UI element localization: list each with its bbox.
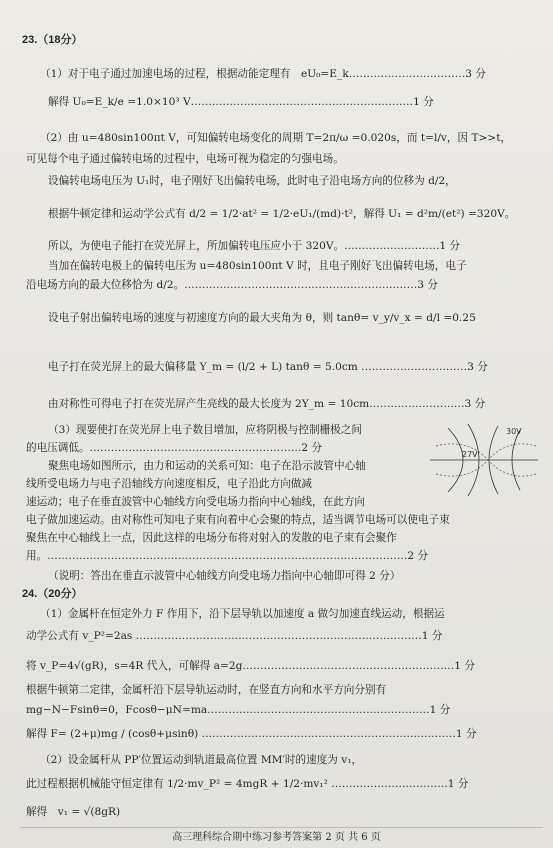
q24-header: 24.（20分） [22, 588, 83, 600]
page-footer: 高三理科综合期中练习参考答案第 2 页 共 6 页 [172, 832, 381, 843]
q24-p1-line1: （1）金属杆在恒定外力 F 作用下，沿下层导轨以加速度 a 做匀加速直线运动，根据运 [40, 608, 445, 620]
q23-p3-line4: 线所受电场力与电子沿轴线方向速度相反，电子沿此方向做减 [26, 478, 313, 490]
q23-p3-line3: 聚焦电场如图所示，由力和运动的关系可知：电子在沿示波管中心轴 [48, 460, 366, 472]
q23-p1-line1: （1）对于电子通过加速电场的过程，根据动能定理有 eU₀=E_k……………………………3 分 [40, 68, 486, 80]
q23-header: 23.（18分） [22, 34, 83, 46]
q23-p3-line8: 用。…………………………………………………………………………………………2 分 [26, 550, 429, 562]
q23-p2-line8: 设电子射出偏转电场的速度与初速度方向的最大夹角为 θ，则 tanθ= v_y/v_x = d/l =0.25 [48, 312, 476, 324]
q23-p2-line5: 所以，为使电子能打在荧光屏上，所加偏转电压应小于 320V。………………………1 分 [48, 240, 461, 252]
q23-p3-line6: 电子做加速运动。由对称性可知电子束有向着中心会聚的特点，适当调节电场可以使电子束 [26, 514, 450, 526]
figure-label-30v: 30V [506, 427, 522, 436]
q23-p2-line10: 由对称性可得电子打在荧光屏产生亮线的最大长度为 2Y_m = 10cm………………………3 分 [48, 398, 486, 410]
q23-p2-line2: 可见每个电子通过偏转电场的过程中，电场可视为稳定的匀强电场。 [26, 153, 344, 165]
q24-p1-line4: 根据牛顿第二定律，金属杆沿下层导轨运动时，在竖直方向和水平方向分别有 [26, 684, 387, 696]
q23-p3-line5: 速运动；电子在垂直波管中心轴线方向受电场力指向中心轴线，在此方向 [26, 496, 365, 508]
q23-p3-line2: 的电压调低。……………………………………………………2 分 [26, 442, 323, 454]
q23-p2-line6: 当加在偏转电极上的偏转电压为 u=480sin100πt V 时，且电子刚好飞出偏转电场，电子 [48, 260, 467, 272]
q24-p2-line1: （2）设金属杆从 PP′位置运动到轨道最高位置 MM′时的速度为 v₁， [40, 754, 363, 766]
q23-p1-line2: 解得 U₀=E_k/e =1.0×10³ V………………………………………………………1 分 [48, 96, 434, 108]
q23-p2-line9: 电子打在荧光屏上的最大偏移量 Y_m = (l/2 + L) tanθ = 5.0cm …………………………3 分 [48, 361, 488, 373]
q23-p2-line1: （2）由 u=480sin100πt V，可知偏转电场变化的周期 T=2π/ω =0.020s，而 t=l/v，因 T>>t， [40, 132, 512, 144]
q24-p2-line2: 此过程根据机械能守恒定律有 1/2·mv_P² = 4mgR + 1/2·mv₁² ……………………………1 分 [26, 778, 469, 790]
q24-p1-line6: 解得 F= (2+μ)mg / (cosθ+μsinθ) ………………………………………………………………1 分 [26, 728, 477, 740]
figure-label-27v: 27V [462, 450, 478, 459]
q23-p2-line4: 根据牛顿定律和运动学公式有 d/2 = 1/2·at² = 1/2·eU₁/(md)·t²，解得 U₁ = d²m/(et²) =320V。 [48, 208, 516, 220]
q24-p1-line3: 将 v_P=4√(gR)，s=4R 代入，可解得 a=2g……………………………………………………1 分 [26, 660, 475, 672]
q23-p3-line7: 聚焦在中心轴线上一点，因此这样的电场分布将对射入的发散的电子束有会聚作 [26, 532, 397, 544]
q23-p2-line3: 设偏转电场电压为 U₁时，电子刚好飞出偏转电场，此时电子沿电场方向的位移为 d/2， [48, 175, 456, 187]
q23-p3-line1: （3）现要使打在荧光屏上电子数目增加，应将阴极与控制栅极之间 [48, 424, 362, 436]
q23-p3-note: （说明：答出在垂直示波管中心轴线方向受电场力指向中心轴即可得 2 分） [48, 570, 401, 582]
q24-p1-line2: 动学公式有 v_P²=2as ………………………………………………………………………1 分 [26, 630, 443, 642]
focusing-field-figure [428, 420, 540, 500]
q24-p1-line5: mg−N−Fsinθ=0，Fcosθ−μN=ma………………………………………………………1 分 [26, 704, 451, 716]
q24-p2-line3: 解得 v₁ = √(8gR) [26, 806, 121, 818]
footer-divider [20, 827, 543, 828]
q23-p2-line7: 沿电场方向的最大位移恰为 d/2。…………………………………………………………3 分 [26, 279, 438, 291]
